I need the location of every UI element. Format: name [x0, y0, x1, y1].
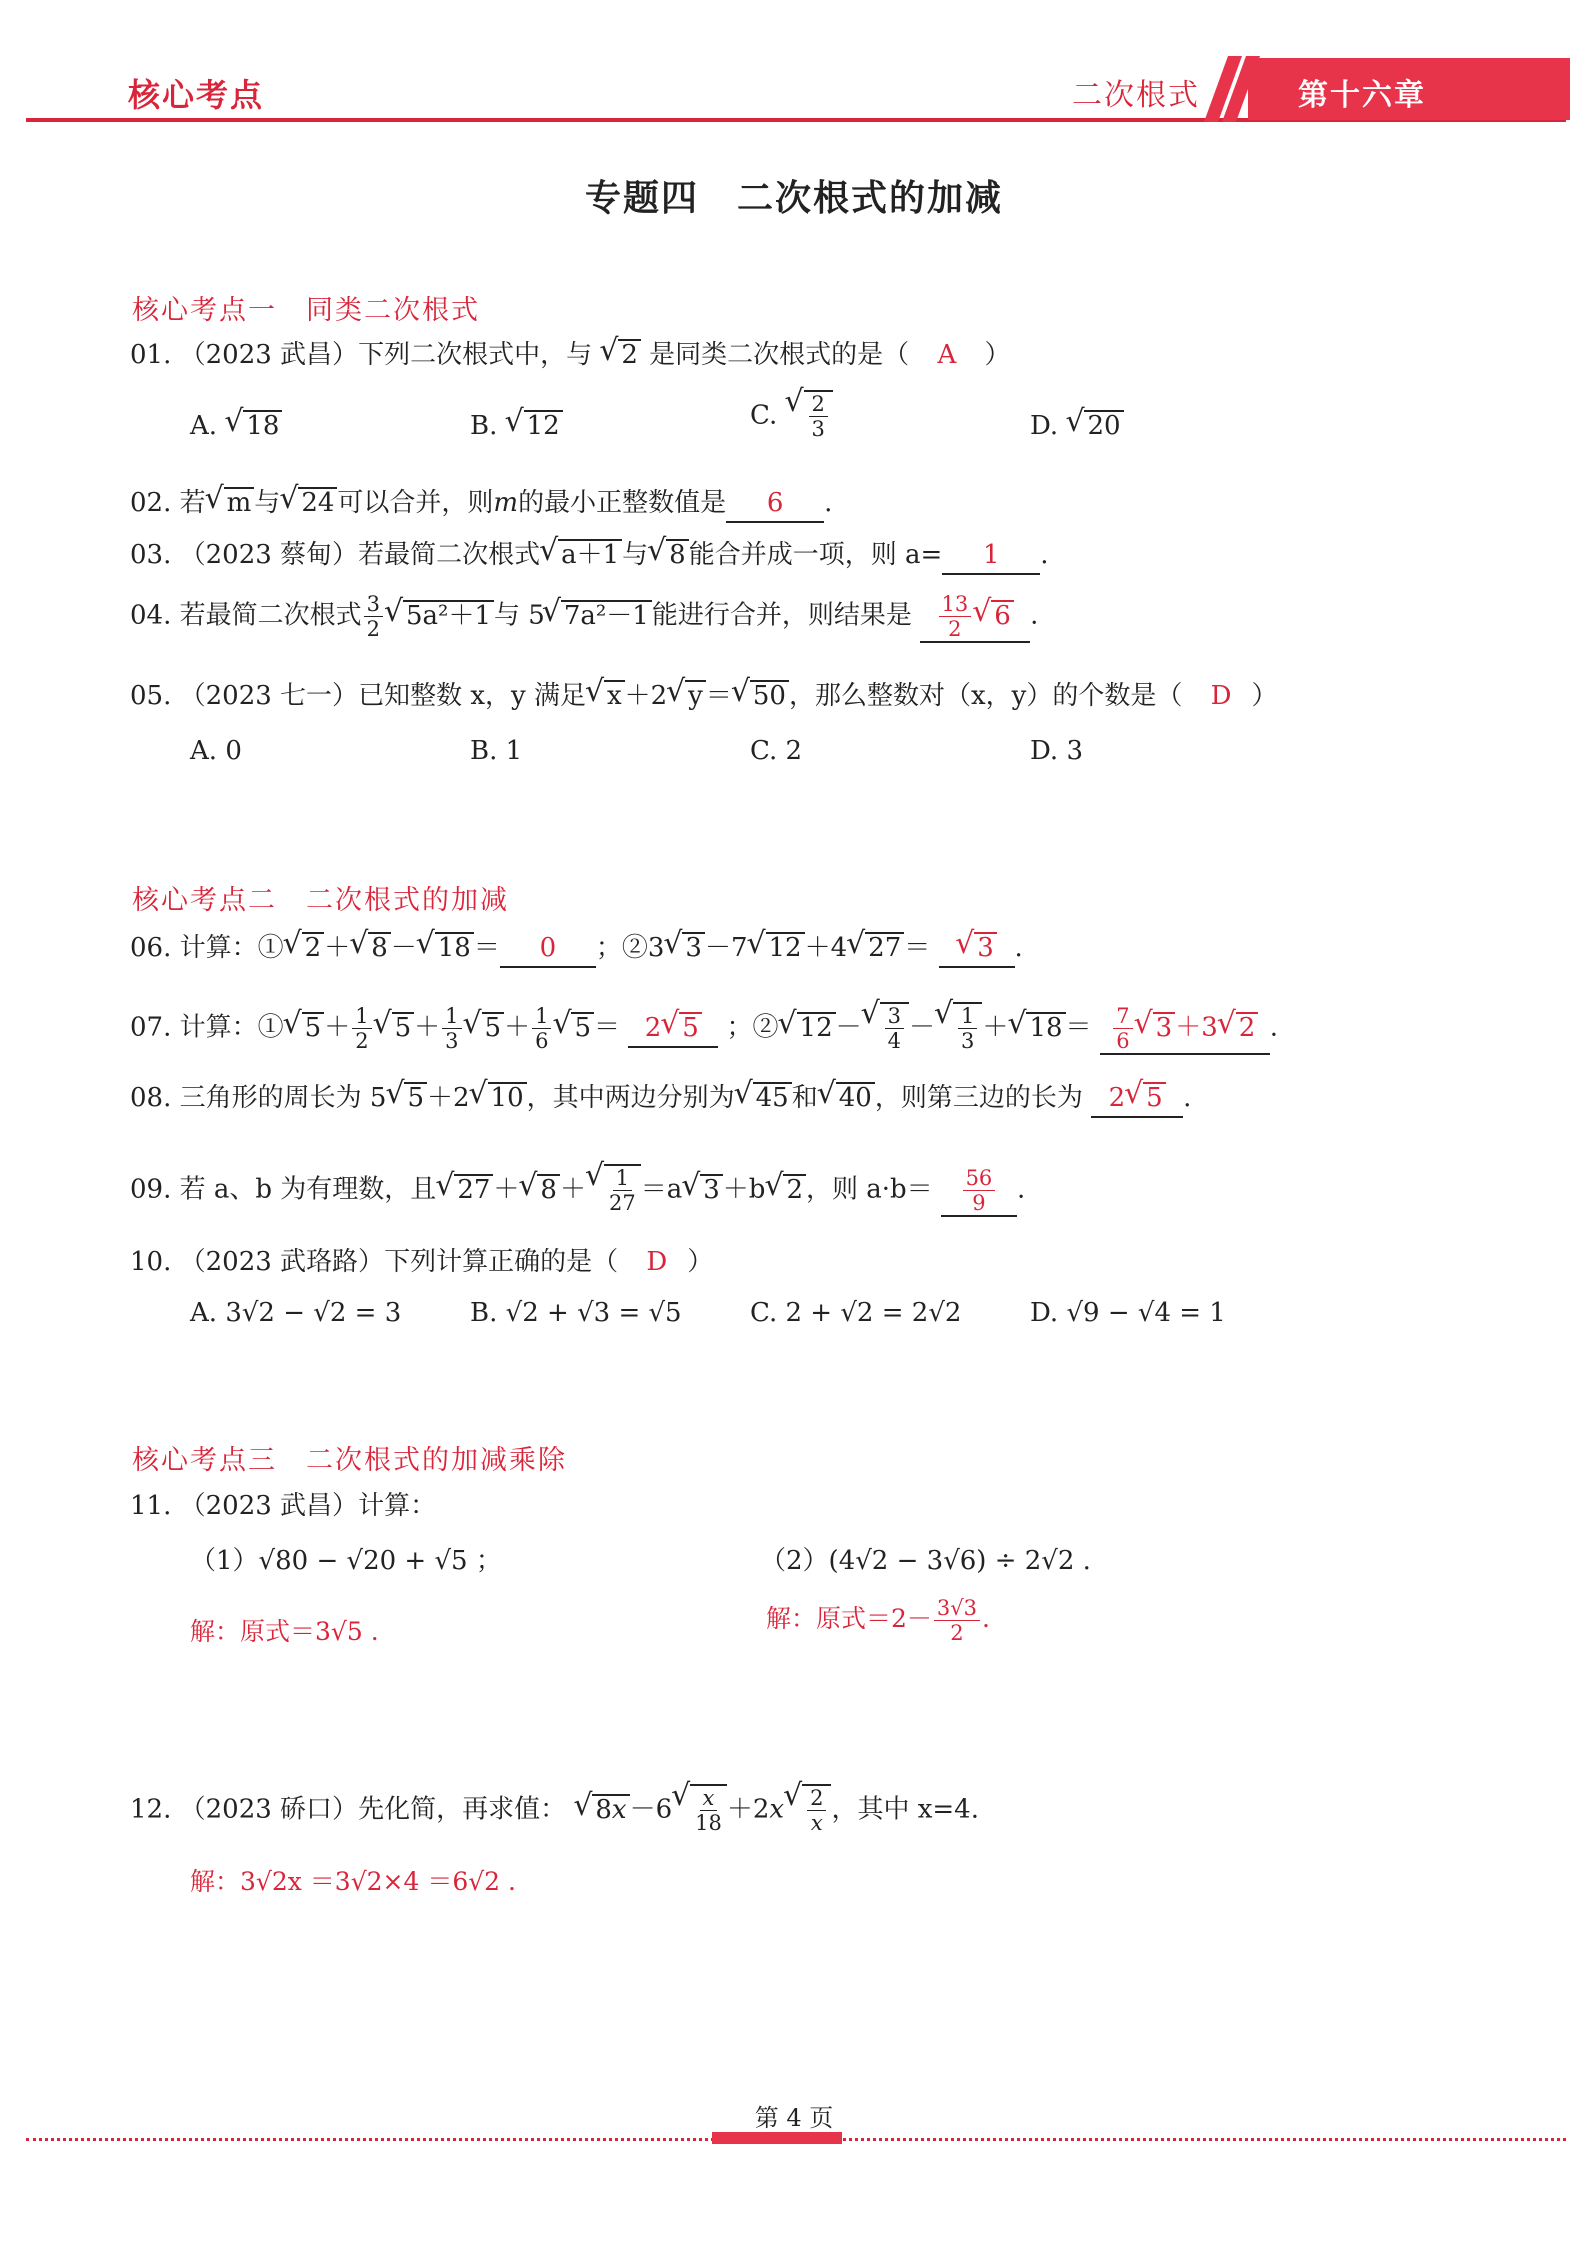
answer-blank: $\frac{7}{6}$ √ 3 ＋3√ 2 [1100, 1004, 1270, 1055]
solution-11-2: 解：原式＝2－ $\frac{3√3}{2}$ . [766, 1596, 990, 1645]
solution-11-1: 解：原式＝3√5 . [190, 1617, 379, 1646]
answer-blank: $\frac{13}{2}$ √ 6 [920, 592, 1030, 643]
question-10: 10. （2023 武珞路）下列计算正确的是（ D ） [130, 1247, 714, 1277]
question-03: 03. （2023 蔡甸）若最简二次根式√ a＋1 与√ 8 能合并成一项，则 a= 1 . [130, 537, 1049, 575]
option-c: C. √ $\frac{2}{3}$ [750, 390, 833, 441]
radical: √ 2 [618, 339, 641, 369]
answer-blank: $\frac{56}{9}$ [941, 1166, 1017, 1217]
question-text: ） [984, 340, 1011, 370]
answer: D [1210, 681, 1232, 711]
page-number: 第 4 页 [754, 2104, 834, 2132]
answer-blank: 2√ 5 [628, 1010, 718, 1048]
option-d: D. √9 − √4 = 1 [1030, 1298, 1226, 1328]
option-a: A. 3√2 − √2 = 3 [190, 1298, 402, 1328]
section-heading-1: 核心考点一 同类二次根式 [132, 295, 480, 326]
header-chapter-topic: 二次根式 [1072, 78, 1200, 113]
question-12: 12. （2023 硚口）先化简，再求值： √ 8x －6 √ $\frac{x}{18}$ ＋2x √ $\frac{2}{x}$ ，其中 x=4. [130, 1784, 979, 1835]
question-06: 06. 计算：①√ 2 ＋√ 8 －√ 18 ＝ 0 ；②3√ 3 －7√ 12 ＋4√ 27 ＝ √ 3 . [130, 930, 1023, 968]
question-11-part-1: （1）√80 − √20 + √5 ； [190, 1546, 502, 1576]
solution-12: 解：3√2x ＝3√2×4 ＝6√2 . [190, 1867, 516, 1896]
answer-blank: 0 [500, 930, 596, 968]
radical: √ 20 [1084, 410, 1123, 440]
question-source: （2023 武昌） [179, 340, 359, 370]
option-b: B. √ 12 [470, 410, 563, 441]
footer-accent-bar [712, 2132, 842, 2144]
page-title: 专题四 二次根式的加减 [584, 178, 1003, 219]
answer-blank: 1 [942, 537, 1040, 575]
question-07: 07. 计算：①√ 5 ＋ $\frac{1}{2}$ √ 5 ＋ $\frac{1}{3}$ √ 5 ＋ $\frac{1}{6}$ √ 5 ＝ 2√ 5 ；②√ 12 － √ $\frac{3}{4}$ － √ $\frac{1}{3}$ ＋√ 18 ＝ $\frac{7}{6}$ √ 3 ＋3√ 2 . [130, 1002, 1278, 1055]
option-c: C. 2 [750, 736, 803, 766]
option-d: D. √ 20 [1030, 410, 1124, 441]
question-05: 05. （2023 七一）已知整数 x，y 满足√ x ＋2√ y ＝√ 50 ，那么整数对（x，y）的个数是（ D ） [130, 678, 1277, 714]
option-a: A. 0 [190, 736, 242, 766]
question-09: 09. 若 a、b 为有理数，且√ 27 ＋√ 8 ＋ √ $\frac{1}{27}$ ＝a√ 3 ＋b√ 2 ，则 a·b＝ $\frac{56}{9}$ . [130, 1164, 1025, 1217]
header-left-title: 核心考点 [128, 76, 265, 114]
option-d: D. 3 [1030, 736, 1083, 766]
section-heading-3: 核心考点三 二次根式的加减乘除 [132, 1445, 567, 1476]
answer: D [646, 1247, 668, 1277]
question-01 [130, 337, 1011, 373]
question-text: 是同类二次根式的是（ [649, 340, 910, 370]
question-11: 11. （2023 武昌）计算： [130, 1491, 437, 1521]
header-chapter-tab-label: 第十六章 [1298, 78, 1426, 113]
option-b: B. 1 [470, 736, 523, 766]
answer-blank: 2√ 5 [1091, 1080, 1183, 1118]
option-b: B. √2 + √3 = √5 [470, 1298, 682, 1328]
question-08: 08. 三角形的周长为 5√ 5 ＋2√ 10 ，其中两边分别为√ 45 和√ 40 ，则第三边的长为 2√ 5 . [130, 1080, 1191, 1118]
option-c: C. 2 + √2 = 2√2 [750, 1298, 962, 1328]
question-11-part-2: （2）(4√2 − 3√6) ÷ 2√2 . [760, 1546, 1091, 1576]
question-02: 02. 若√ m 与√ 24 可以合并，则m的最小正整数值是 6 . [130, 485, 832, 523]
option-a: A. √ 18 [190, 410, 282, 441]
question-04: 04. 若最简二次根式 $\frac{3}{2}$ √ 5a²＋1 与 5√ 7a²－1 能进行合并，则结果是 $\frac{13}{2}$ √ 6 . [130, 592, 1038, 643]
answer: A [937, 340, 957, 370]
radical: √ 18 [243, 410, 282, 440]
section-heading-2: 核心考点二 二次根式的加减 [132, 885, 509, 916]
question-text: 下列二次根式中，与 [358, 340, 593, 370]
radical: √ 12 [524, 410, 563, 440]
answer-blank: √ 3 [939, 930, 1015, 968]
question-number: 01. [130, 340, 172, 370]
answer-blank: 6 [726, 485, 824, 523]
